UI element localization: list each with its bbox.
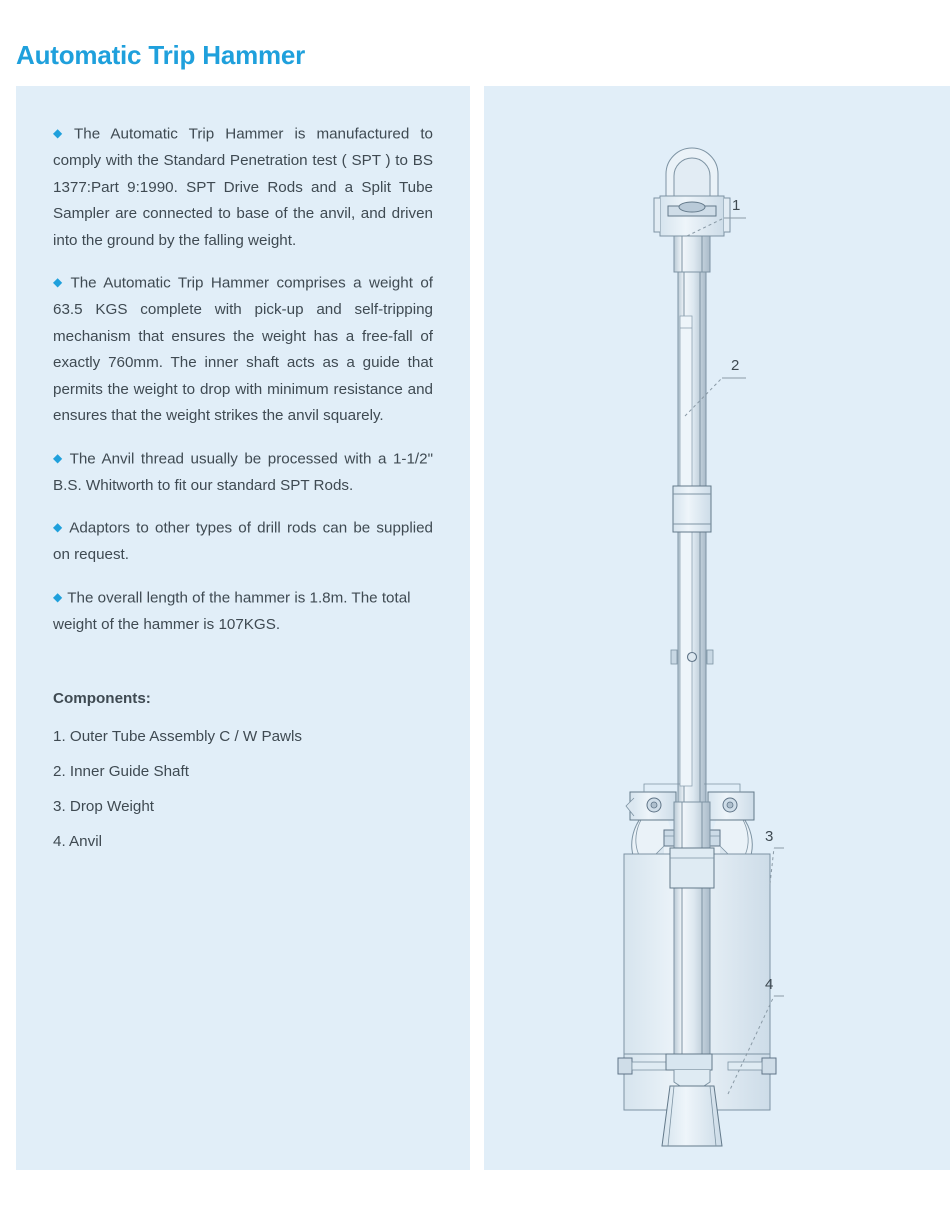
figure-panel: [484, 86, 950, 1170]
component-list-item: 3. Drop Weight: [53, 798, 155, 815]
tube-port-hole: [671, 650, 713, 664]
description-paragraph: [53, 269, 433, 430]
components-heading: Components:: [53, 690, 151, 707]
paragraph-text: The Anvil thread usually be processed with a 1-1/2" B.S. Whitworth to fit our standard SPT Rods.: [53, 450, 433, 494]
leader-line-3: [770, 848, 774, 884]
inner-guide-shaft: [680, 316, 692, 786]
component-list-item: 1. Outer Tube Assembly C / W Pawls: [53, 728, 302, 745]
callout-label-4: 4: [765, 976, 774, 993]
diamond-bullet-icon: ◆: [53, 126, 70, 140]
callout-label-2: 2: [731, 357, 740, 374]
components-section: [53, 690, 433, 852]
description-content: [53, 120, 433, 866]
trip-hammer-technical-drawing: [484, 86, 950, 1170]
component-list-item: 4. Anvil: [53, 833, 102, 850]
paragraph-text: The Automatic Trip Hammer comprises a weight of 63.5 KGS complete with pick-up and self-tripping mechanism that ensures the weight has a free-fall of exactly 760mm. The inner shaft acts as a guide that permits the weight to drop with minimum resistance and ensures that the weight strikes the anvil squarely.: [53, 274, 433, 424]
diamond-bullet-icon: ◆: [53, 450, 65, 465]
callout-label-1: 1: [732, 197, 741, 214]
coupling-sleeve: [673, 486, 711, 532]
description-paragraph: [53, 445, 433, 500]
diamond-bullet-icon: ◆: [53, 520, 65, 534]
description-panel: [16, 86, 470, 1170]
callout-label-3: 3: [765, 828, 774, 845]
diamond-bullet-icon: ◆: [53, 589, 63, 604]
paragraph-text: The Automatic Trip Hammer is manufactured to comply with the Standard Penetration test ( SPT ) to BS 1377:Part 9:1990. SPT Drive Rods and a Split Tube Sampler are connected to base of the anvil, and driven into the ground by the falling weight.: [53, 125, 434, 249]
diamond-bullet-icon: ◆: [53, 275, 66, 289]
description-paragraph: [53, 584, 433, 639]
paragraph-text: Adaptors to other types of drill rods can be supplied on request.: [53, 519, 434, 563]
description-paragraph: [53, 514, 433, 569]
component-list-item: 2. Inner Guide Shaft: [53, 763, 189, 780]
paragraph-text: The overall length of the hammer is 1.8m. The total weight of the hammer is 107KGS.: [53, 589, 411, 633]
page-title: Automatic Trip Hammer: [16, 40, 306, 70]
anvil-assembly: [618, 1054, 776, 1146]
description-paragraph: [53, 120, 433, 254]
lifting-eye-assembly: [654, 148, 730, 272]
